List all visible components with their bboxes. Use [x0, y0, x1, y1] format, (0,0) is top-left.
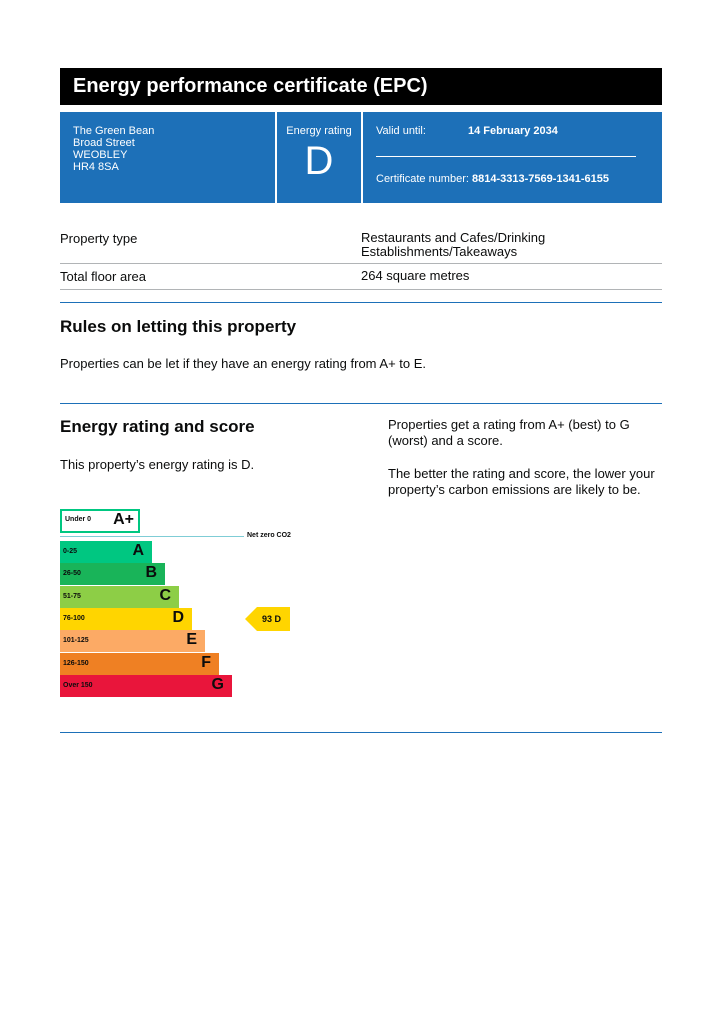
address-line: Broad Street: [73, 137, 135, 149]
floor-area-value: 264 square metres: [361, 268, 470, 283]
property-type-value-line: Establishments/Takeaways: [361, 244, 518, 259]
energy-rating-label: Energy rating: [286, 125, 352, 137]
net-zero-label: Net zero CO2: [247, 532, 291, 539]
rating-explainer-1: Properties get a rating from A+ (best) to G (worst) and a score.: [388, 417, 630, 448]
rating-band-b: [60, 563, 165, 585]
current-rating-label: 93 D: [262, 614, 282, 624]
address-line: HR4 8SA: [73, 161, 119, 173]
band-range-label: 51-75: [63, 593, 81, 600]
valid-until-row: [376, 125, 558, 137]
address-line: The Green Bean: [73, 125, 155, 137]
rating-explainer-2: The better the rating and score, the lower your property’s carbon emissions are likely to be.: [388, 466, 655, 497]
band-range-label: 0-25: [63, 548, 78, 555]
section-divider: [60, 403, 662, 404]
band-letter: A: [132, 542, 144, 559]
band-range-label: 101-125: [63, 637, 89, 644]
address-line: WEOBLEY: [73, 149, 128, 161]
letting-heading: Rules on letting this property: [60, 317, 297, 336]
rating-band-f: [60, 653, 219, 675]
band-letter: F: [201, 654, 211, 671]
property-type-label: Property type: [60, 231, 138, 246]
property-type-row: [60, 231, 662, 261]
band-letter: A+: [113, 511, 134, 528]
band-range-label: 76-100: [63, 615, 85, 622]
valid-until-label: Valid until:: [376, 125, 426, 137]
band-letter: G: [211, 676, 224, 693]
rating-band-g: [60, 675, 232, 697]
net-zero-line: [60, 536, 244, 537]
letting-text: Properties can be let if they have an energy rating from A+ to E.: [60, 356, 427, 371]
property-type-value: [361, 231, 545, 259]
section-divider: [60, 302, 662, 303]
floor-area-label: Total floor area: [60, 269, 146, 284]
validity-block: [376, 112, 646, 203]
rating-text: This property’s energy rating is D.: [60, 457, 255, 472]
band-letter: C: [159, 587, 171, 604]
energy-rating-block: [277, 112, 361, 203]
energy-rating-value: D: [304, 139, 334, 183]
certificate-number-value: 8814-3313-7569-1341-6155: [472, 173, 610, 185]
property-type-value-line: Restaurants and Cafes/Drinking: [361, 230, 546, 245]
divider: [60, 263, 662, 264]
summary-box: [60, 112, 662, 203]
address-block: [73, 125, 154, 216]
band-range-label: Over 150: [63, 682, 93, 689]
rating-band-a-plus: [60, 509, 140, 533]
band-letter: D: [172, 609, 184, 626]
rating-band-c: [60, 586, 179, 608]
divider: [60, 289, 662, 290]
rating-heading: Energy rating and score: [60, 417, 255, 436]
band-range-label: 26-50: [63, 570, 81, 577]
band-range-label: 126-150: [63, 660, 89, 667]
band-letter: E: [186, 631, 197, 648]
rating-band-d: [60, 608, 192, 630]
divider: [376, 156, 636, 157]
band-letter: B: [145, 564, 157, 581]
valid-until-value: 14 February 2034: [468, 125, 558, 137]
page-title: Energy performance certificate (EPC): [60, 68, 662, 105]
band-range-label: Under 0: [65, 516, 92, 523]
rating-band-e: [60, 630, 205, 652]
divider: [361, 112, 363, 203]
floor-area-row: [60, 269, 662, 285]
section-divider: [60, 732, 662, 733]
certificate-number-label: Certificate number:: [376, 173, 469, 185]
rating-band-a: [60, 541, 152, 563]
certificate-number-row: [376, 173, 609, 185]
